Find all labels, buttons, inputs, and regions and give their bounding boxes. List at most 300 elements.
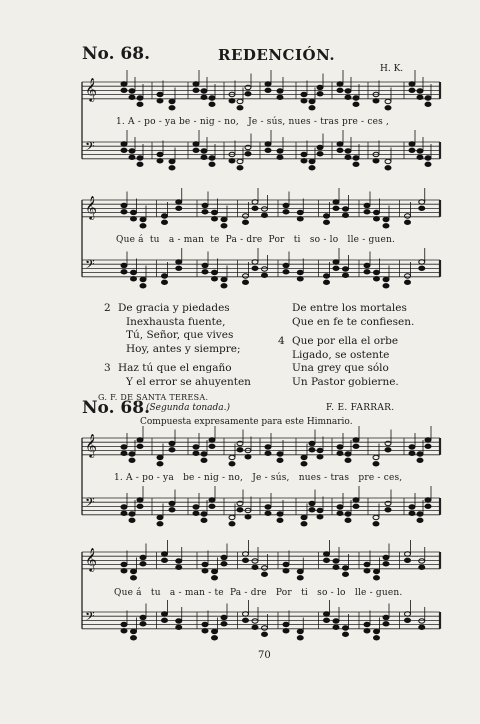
- note-head: [176, 206, 182, 210]
- note-head: [221, 277, 227, 281]
- note-head: [309, 448, 315, 452]
- note-head: [353, 162, 359, 166]
- note-head: [301, 522, 307, 526]
- note-head: [169, 159, 175, 163]
- note-head: [373, 515, 379, 519]
- note-head: [140, 562, 146, 566]
- note-head: [364, 263, 370, 267]
- note-head: [383, 562, 389, 566]
- verse-number: 4: [278, 335, 285, 347]
- note-head: [324, 618, 330, 622]
- note-head: [277, 512, 283, 516]
- note-head: [425, 504, 431, 508]
- note-head: [337, 88, 343, 92]
- note-head: [193, 88, 199, 92]
- verse-line: Ligado, se ostente: [292, 348, 390, 361]
- note-head: [333, 619, 339, 623]
- note-head: [277, 149, 283, 153]
- note-head: [252, 266, 258, 270]
- verse-4: [278, 335, 414, 389]
- lyrics-line-2: Que á tu a - man te Pa - dre Por ti so - lo lle - guen.: [116, 235, 396, 245]
- note-head: [157, 92, 163, 96]
- note-head: [345, 512, 351, 516]
- note-head: [237, 166, 243, 170]
- hymn-subtitle: (Segunda tonada.): [146, 403, 231, 413]
- note-head: [425, 444, 431, 448]
- note-head: [129, 155, 135, 159]
- note-head: [202, 569, 208, 573]
- note-head: [265, 148, 271, 152]
- note-head: [374, 569, 380, 573]
- note-head: [383, 217, 389, 221]
- note-head: [419, 559, 425, 563]
- note-head: [343, 626, 349, 630]
- note-head: [202, 263, 208, 267]
- verse-line: Hoy, antes y siempre;: [126, 342, 241, 355]
- note-head: [301, 92, 307, 96]
- note-head: [324, 280, 330, 284]
- note-head: [405, 552, 411, 556]
- note-head: [252, 565, 258, 569]
- note-head: [243, 558, 249, 562]
- note-head: [301, 99, 307, 103]
- note-head: [137, 162, 143, 166]
- note-head: [129, 512, 135, 516]
- note-head: [252, 200, 258, 204]
- note-head: [202, 622, 208, 626]
- note-head: [364, 270, 370, 274]
- note-head: [277, 518, 283, 522]
- note-head: [157, 455, 163, 459]
- note-head: [202, 562, 208, 566]
- note-head: [383, 284, 389, 288]
- note-head: [193, 445, 199, 449]
- note-head: [229, 462, 235, 466]
- note-head: [419, 619, 425, 623]
- verse-line: Una grey que sólo: [292, 362, 389, 374]
- note-head: [169, 441, 175, 445]
- note-head: [337, 445, 343, 449]
- note-head: [419, 200, 425, 204]
- note-head: [374, 217, 380, 221]
- verse-number: 3: [104, 362, 111, 374]
- note-head: [212, 210, 218, 214]
- note-head: [383, 277, 389, 281]
- note-head: [212, 576, 218, 580]
- verse-line: Que en fe te confiesen.: [292, 315, 415, 328]
- note-head: [337, 148, 343, 152]
- note-head: [162, 220, 168, 224]
- note-head: [121, 148, 127, 152]
- note-head: [364, 622, 370, 626]
- verse-2-cont: [278, 302, 414, 329]
- note-head: [417, 518, 423, 522]
- note-head: [409, 505, 415, 509]
- note-head: [374, 270, 380, 274]
- note-head: [209, 444, 215, 448]
- treble-clef-icon: 𝄞: [85, 433, 97, 457]
- note-head: [262, 572, 268, 576]
- note-head: [317, 85, 323, 89]
- note-head: [162, 274, 168, 278]
- note-head: [209, 438, 215, 442]
- note-head: [405, 618, 411, 622]
- note-head: [333, 260, 339, 264]
- note-head: [162, 612, 168, 616]
- note-head: [374, 576, 380, 580]
- note-head: [265, 445, 271, 449]
- verse-line: Tú, Señor, que vives: [126, 329, 234, 341]
- note-head: [176, 260, 182, 264]
- note-head: [374, 636, 380, 640]
- note-head: [131, 629, 137, 633]
- note-head: [176, 266, 182, 270]
- note-head: [337, 511, 343, 515]
- note-head: [243, 612, 249, 616]
- note-head: [121, 562, 127, 566]
- note-head: [317, 145, 323, 149]
- note-head: [301, 152, 307, 156]
- note-head: [383, 622, 389, 626]
- note-head: [140, 224, 146, 228]
- note-head: [385, 448, 391, 452]
- verses-left: [98, 302, 251, 405]
- note-head: [419, 625, 425, 629]
- note-head: [121, 203, 127, 207]
- note-head: [333, 200, 339, 204]
- note-head: [129, 89, 135, 93]
- note-head: [193, 142, 199, 146]
- verse-number: [278, 302, 292, 329]
- note-head: [157, 152, 163, 156]
- note-head: [129, 452, 135, 456]
- note-head: [277, 95, 283, 99]
- note-head: [333, 206, 339, 210]
- hymn-number-2: No. 68.: [82, 398, 150, 418]
- note-head: [229, 455, 235, 459]
- note-head: [121, 210, 127, 214]
- note-head: [201, 149, 207, 153]
- note-head: [409, 82, 415, 86]
- note-head: [301, 515, 307, 519]
- note-head: [419, 260, 425, 264]
- verse-number: 2: [104, 302, 111, 314]
- note-head: [201, 518, 207, 522]
- note-head: [405, 280, 411, 284]
- note-head: [405, 558, 411, 562]
- note-head: [221, 562, 227, 566]
- note-head: [262, 566, 268, 570]
- note-head: [383, 615, 389, 619]
- note-head: [237, 159, 243, 163]
- note-head: [131, 210, 137, 214]
- note-head: [209, 504, 215, 508]
- note-head: [283, 270, 289, 274]
- note-head: [345, 89, 351, 93]
- note-head: [409, 445, 415, 449]
- note-head: [252, 559, 258, 563]
- note-head: [419, 565, 425, 569]
- note-head: [297, 576, 303, 580]
- note-head: [324, 558, 330, 562]
- note-head: [425, 96, 431, 100]
- note-head: [333, 625, 339, 629]
- note-head: [277, 458, 283, 462]
- note-head: [337, 142, 343, 146]
- note-head: [301, 455, 307, 459]
- note-head: [169, 166, 175, 170]
- note-head: [353, 96, 359, 100]
- note-head: [297, 270, 303, 274]
- note-head: [345, 95, 351, 99]
- note-head: [140, 217, 146, 221]
- verse-line: Inexhausta fuente,: [126, 315, 226, 328]
- note-head: [169, 106, 175, 110]
- note-head: [324, 612, 330, 616]
- note-head: [193, 505, 199, 509]
- note-head: [243, 274, 249, 278]
- note-head: [193, 82, 199, 86]
- note-head: [221, 224, 227, 228]
- note-head: [297, 210, 303, 214]
- note-head: [309, 99, 315, 103]
- treble-clef-icon: 𝄞: [85, 77, 97, 101]
- note-head: [121, 511, 127, 515]
- note-head: [262, 207, 268, 211]
- note-head: [262, 273, 268, 277]
- note-head: [317, 515, 323, 519]
- hymn-title: REDENCIÓN.: [218, 46, 336, 64]
- note-head: [405, 220, 411, 224]
- note-head: [129, 149, 135, 153]
- note-head: [425, 162, 431, 166]
- note-head: [417, 458, 423, 462]
- note-head: [202, 629, 208, 633]
- note-head: [131, 576, 137, 580]
- note-head: [221, 555, 227, 559]
- note-head: [373, 455, 379, 459]
- note-head: [265, 451, 271, 455]
- note-head: [121, 622, 127, 626]
- note-head: [374, 210, 380, 214]
- note-head: [265, 88, 271, 92]
- note-head: [324, 552, 330, 556]
- note-head: [364, 210, 370, 214]
- note-head: [162, 214, 168, 218]
- note-head: [169, 501, 175, 505]
- note-head: [345, 518, 351, 522]
- note-head: [237, 508, 243, 512]
- note-head: [345, 155, 351, 159]
- note-head: [409, 142, 415, 146]
- note-head: [243, 618, 249, 622]
- note-head: [301, 159, 307, 163]
- note-head: [129, 95, 135, 99]
- note-head: [265, 82, 271, 86]
- verse-line: Que por ella el orbe: [292, 335, 399, 347]
- note-head: [297, 277, 303, 281]
- note-head: [245, 515, 251, 519]
- note-head: [121, 142, 127, 146]
- note-head: [137, 444, 143, 448]
- note-head: [243, 280, 249, 284]
- note-head: [297, 217, 303, 221]
- note-head: [337, 505, 343, 509]
- note-head: [277, 155, 283, 159]
- note-head: [212, 569, 218, 573]
- note-head: [121, 270, 127, 274]
- note-head: [121, 569, 127, 573]
- note-head: [283, 569, 289, 573]
- verse-line: Un Pastor gobierne.: [292, 375, 399, 388]
- note-head: [176, 619, 182, 623]
- note-head: [317, 152, 323, 156]
- note-head: [131, 270, 137, 274]
- note-head: [243, 214, 249, 218]
- note-head: [157, 522, 163, 526]
- note-head: [337, 82, 343, 86]
- note-head: [121, 88, 127, 92]
- note-head: [297, 629, 303, 633]
- note-head: [262, 213, 268, 217]
- note-head: [353, 504, 359, 508]
- verse-line: De entre los mortales: [292, 302, 407, 314]
- note-head: [309, 508, 315, 512]
- note-head: [121, 445, 127, 449]
- note-head: [157, 99, 163, 103]
- verse-line: De gracia y piedades: [118, 302, 230, 314]
- note-head: [345, 458, 351, 462]
- note-head: [252, 206, 258, 210]
- note-head: [277, 452, 283, 456]
- note-head: [333, 559, 339, 563]
- note-head: [137, 156, 143, 160]
- note-head: [383, 555, 389, 559]
- page-number: 70: [258, 650, 271, 661]
- note-head: [373, 462, 379, 466]
- note-head: [131, 217, 137, 221]
- note-head: [343, 207, 349, 211]
- note-head: [131, 277, 137, 281]
- note-head: [209, 156, 215, 160]
- bass-clef-icon: 𝄢: [85, 495, 95, 513]
- note-head: [419, 206, 425, 210]
- note-head: [324, 220, 330, 224]
- note-head: [309, 441, 315, 445]
- note-head: [373, 159, 379, 163]
- note-head: [343, 572, 349, 576]
- note-head: [364, 203, 370, 207]
- note-head: [202, 270, 208, 274]
- note-head: [201, 89, 207, 93]
- note-head: [337, 451, 343, 455]
- note-head: [201, 452, 207, 456]
- note-head: [140, 284, 146, 288]
- note-head: [317, 455, 323, 459]
- note-head: [169, 508, 175, 512]
- note-head: [265, 511, 271, 515]
- note-head: [353, 438, 359, 442]
- note-head: [417, 512, 423, 516]
- note-head: [373, 99, 379, 103]
- note-head: [193, 511, 199, 515]
- note-head: [385, 166, 391, 170]
- note-head: [252, 625, 258, 629]
- note-head: [309, 106, 315, 110]
- note-head: [209, 162, 215, 166]
- note-head: [343, 273, 349, 277]
- note-head: [162, 558, 168, 562]
- note-head: [425, 498, 431, 502]
- note-head: [176, 559, 182, 563]
- note-head: [409, 511, 415, 515]
- note-head: [212, 217, 218, 221]
- note-head: [317, 448, 323, 452]
- note-head: [343, 267, 349, 271]
- note-head: [345, 452, 351, 456]
- note-head: [417, 149, 423, 153]
- note-head: [353, 444, 359, 448]
- note-head: [425, 156, 431, 160]
- lyrics-line-3: 1. A - po - ya be - nig - no, Je - sús, nues - tras pre - ces,: [114, 473, 403, 483]
- note-head: [201, 155, 207, 159]
- note-head: [297, 569, 303, 573]
- note-head: [202, 210, 208, 214]
- note-head: [221, 615, 227, 619]
- verse-2: [104, 302, 251, 356]
- note-head: [212, 277, 218, 281]
- note-head: [301, 462, 307, 466]
- note-head: [373, 522, 379, 526]
- note-head: [237, 99, 243, 103]
- note-head: [137, 504, 143, 508]
- note-head: [157, 515, 163, 519]
- note-head: [353, 498, 359, 502]
- note-head: [137, 438, 143, 442]
- note-head: [385, 508, 391, 512]
- verse-line: Y el error se ahuyenten: [126, 375, 251, 388]
- note-head: [409, 148, 415, 152]
- note-head: [221, 217, 227, 221]
- note-head: [121, 263, 127, 267]
- note-head: [385, 159, 391, 163]
- note-head: [131, 636, 137, 640]
- note-head: [405, 612, 411, 616]
- note-head: [121, 505, 127, 509]
- note-head: [121, 82, 127, 86]
- note-head: [374, 629, 380, 633]
- note-head: [245, 455, 251, 459]
- note-head: [333, 266, 339, 270]
- note-head: [129, 518, 135, 522]
- note-head: [176, 200, 182, 204]
- note-head: [283, 562, 289, 566]
- note-head: [137, 498, 143, 502]
- note-head: [353, 156, 359, 160]
- note-head: [333, 565, 339, 569]
- note-head: [343, 566, 349, 570]
- note-head: [265, 142, 271, 146]
- note-head: [193, 451, 199, 455]
- composition-note: Compuesta expresamente para este Himnario.: [140, 417, 353, 427]
- note-head: [262, 632, 268, 636]
- note-head: [283, 263, 289, 267]
- note-head: [245, 92, 251, 96]
- note-head: [201, 512, 207, 516]
- note-head: [364, 562, 370, 566]
- note-head: [237, 448, 243, 452]
- note-head: [309, 166, 315, 170]
